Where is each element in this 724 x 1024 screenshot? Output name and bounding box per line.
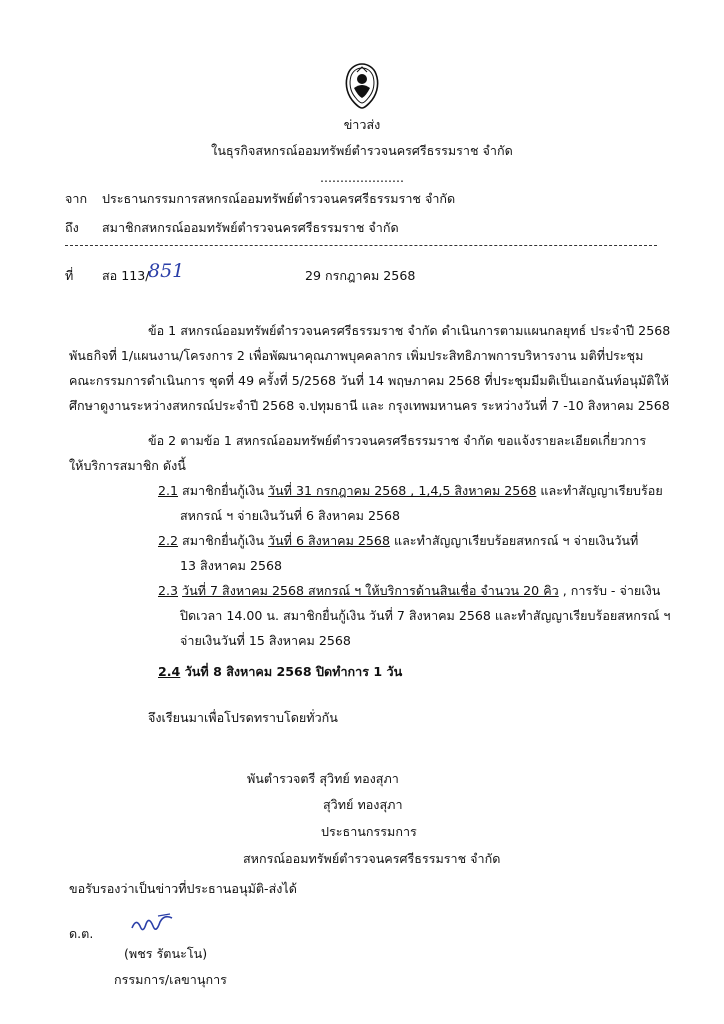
to-text: สมาชิกสหกรณ์ออมทรัพย์ตำรวจนครศรีธรรมราช จำกัด [102,220,399,235]
item2-line-1: ข้อ 2 ตามข้อ 1 สหกรณ์ออมทรัพย์ตำรวจนครศรีธรรมราช จำกัด ขอแจ้งรายละเอียดเกี่ยวการ [148,433,647,448]
subitem-2-2-number: 2.2 [158,533,179,548]
subitem-2-1-text-a: สมาชิกยื่นกู้เงิน [182,483,268,498]
dotted-separator: ..................... [319,170,405,185]
item1-line-3: คณะกรรมการดำเนินการ ชุดที่ 49 ครั้งที่ 5/2568 วันที่ 14 พฤษภาคม 2568 ที่ประชุมมีมติเป็นเอกฉันท์อนุมัติให้ [69,373,669,388]
subitem-2-1-line-2: สหกรณ์ ฯ จ่ายเงินวันที่ 6 สิงหาคม 2568 [180,508,401,523]
subitem-2-2-text-b: และทำสัญญาเรียบร้อยสหกรณ์ ฯ จ่ายเงินวันที่ [389,533,639,548]
subitem-2-2-line-1 [158,533,638,549]
ref-number-prefix: สอ 113/ [102,268,150,283]
header-divider [65,245,657,246]
ref-label: ที่ [65,268,74,283]
subitem-2-2-line-2: 13 สิงหาคม 2568 [180,558,283,573]
signature-rank-name: พันตำรวจตรี สุวิทย์ ทองสุภา [247,771,399,786]
ref-number-handwritten: 851 [148,260,185,282]
signature-name: สุวิทย์ ทองสุภา [323,797,403,812]
subitem-2-3-text-b: , การรับ - จ่ายเงิน [558,583,661,598]
subitem-2-3-underlined: วันที่ 7 สิงหาคม 2568 สหกรณ์ ฯ ให้บริการด้านสินเชื่อ จำนวน 20 คิว [182,583,559,598]
item1-line-1: ข้อ 1 สหกรณ์ออมทรัพย์ตำรวจนครศรีธรรมราช จำกัด ดำเนินการตามแผนกลยุทธ์ ประจำปี 2568 [148,323,671,338]
subitem-2-1-number: 2.1 [158,483,179,498]
item1-line-2: พันธกิจที่ 1/แผนงาน/โครงการ 2 เพื่อพัฒนาคุณภาพบุคคลากร เพิ่มประสิทธิภาพการบริหารงาน มติที่ประชุม [69,348,644,363]
subitem-2-1-underlined: วันที่ 31 กรกฎาคม 2568 , 1,4,5 สิงหาคม 2568 [267,483,537,498]
handwritten-signature [128,910,178,940]
subitem-2-4-text: วันที่ 8 สิงหาคม 2568 ปิดทำการ 1 วัน [180,664,403,679]
subitem-2-3-line-2: ปิดเวลา 14.00 น. สมาชิกยื่นกู้เงิน วันที่ 7 สิงหาคม 2568 และทำสัญญาเรียบร้อยสหกรณ์ ฯ [180,608,671,623]
subitem-2-1-text-b: และทำสัญญาเรียบร้อย [536,483,663,498]
subitem-2-2-text-a: สมาชิกยื่นกู้เงิน [182,533,268,548]
item2-line-2: ให้บริการสมาชิก ดังนี้ [69,458,186,473]
signature-position: ประธานกรรมการ [321,824,417,839]
subitem-2-3-line-3: จ่ายเงินวันที่ 15 สิงหาคม 2568 [180,633,351,648]
ref-date: 29 กรกฎาคม 2568 [305,268,416,283]
subitem-2-4-number: 2.4 [158,664,181,679]
org-header-line: ในธุรกิจสหกรณ์ออมทรัพย์ตำรวจนครศรีธรรมราช จำกัด [211,143,513,158]
from-text: ประธานกรรมการสหกรณ์ออมทรัพย์ตำรวจนครศรีธรรมราช จำกัด [102,191,456,206]
signature-org: สหกรณ์ออมทรัพย์ตำรวจนครศรีธรรมราช จำกัด [243,851,501,866]
subitem-2-2-underlined: วันที่ 6 สิงหาคม 2568 [267,533,390,548]
footer-position: กรรมการ/เลขานุการ [114,972,227,987]
footer-name: (พชร รัตนะโน) [124,946,208,961]
subitem-2-3-number: 2.3 [158,583,179,598]
item1-line-4: ศึกษาดูงานระหว่างสหกรณ์ประจำปี 2568 จ.ปทุมธานี และ กรุงเทพมหานคร ระหว่างวันที่ 7 -10 สิงหาคม 2568 [69,398,670,413]
subitem-2-1-line-1 [158,483,663,499]
subitem-2-3-line-1 [158,583,660,599]
closing-line: จึงเรียนมาเพื่อโปรดทราบโดยทั่วกัน [148,710,338,725]
from-label: จาก [65,191,88,206]
footer-rank-label: ด.ต. [69,926,94,941]
certify-line: ขอรับรองว่าเป็นข่าวที่ประธานอนุมัติ-ส่งได้ [69,881,297,896]
document-title: ข่าวส่ง [343,117,381,132]
subitem-2-4-line [158,664,402,680]
to-label: ถึง [65,220,79,235]
emblem-seal [342,62,382,110]
